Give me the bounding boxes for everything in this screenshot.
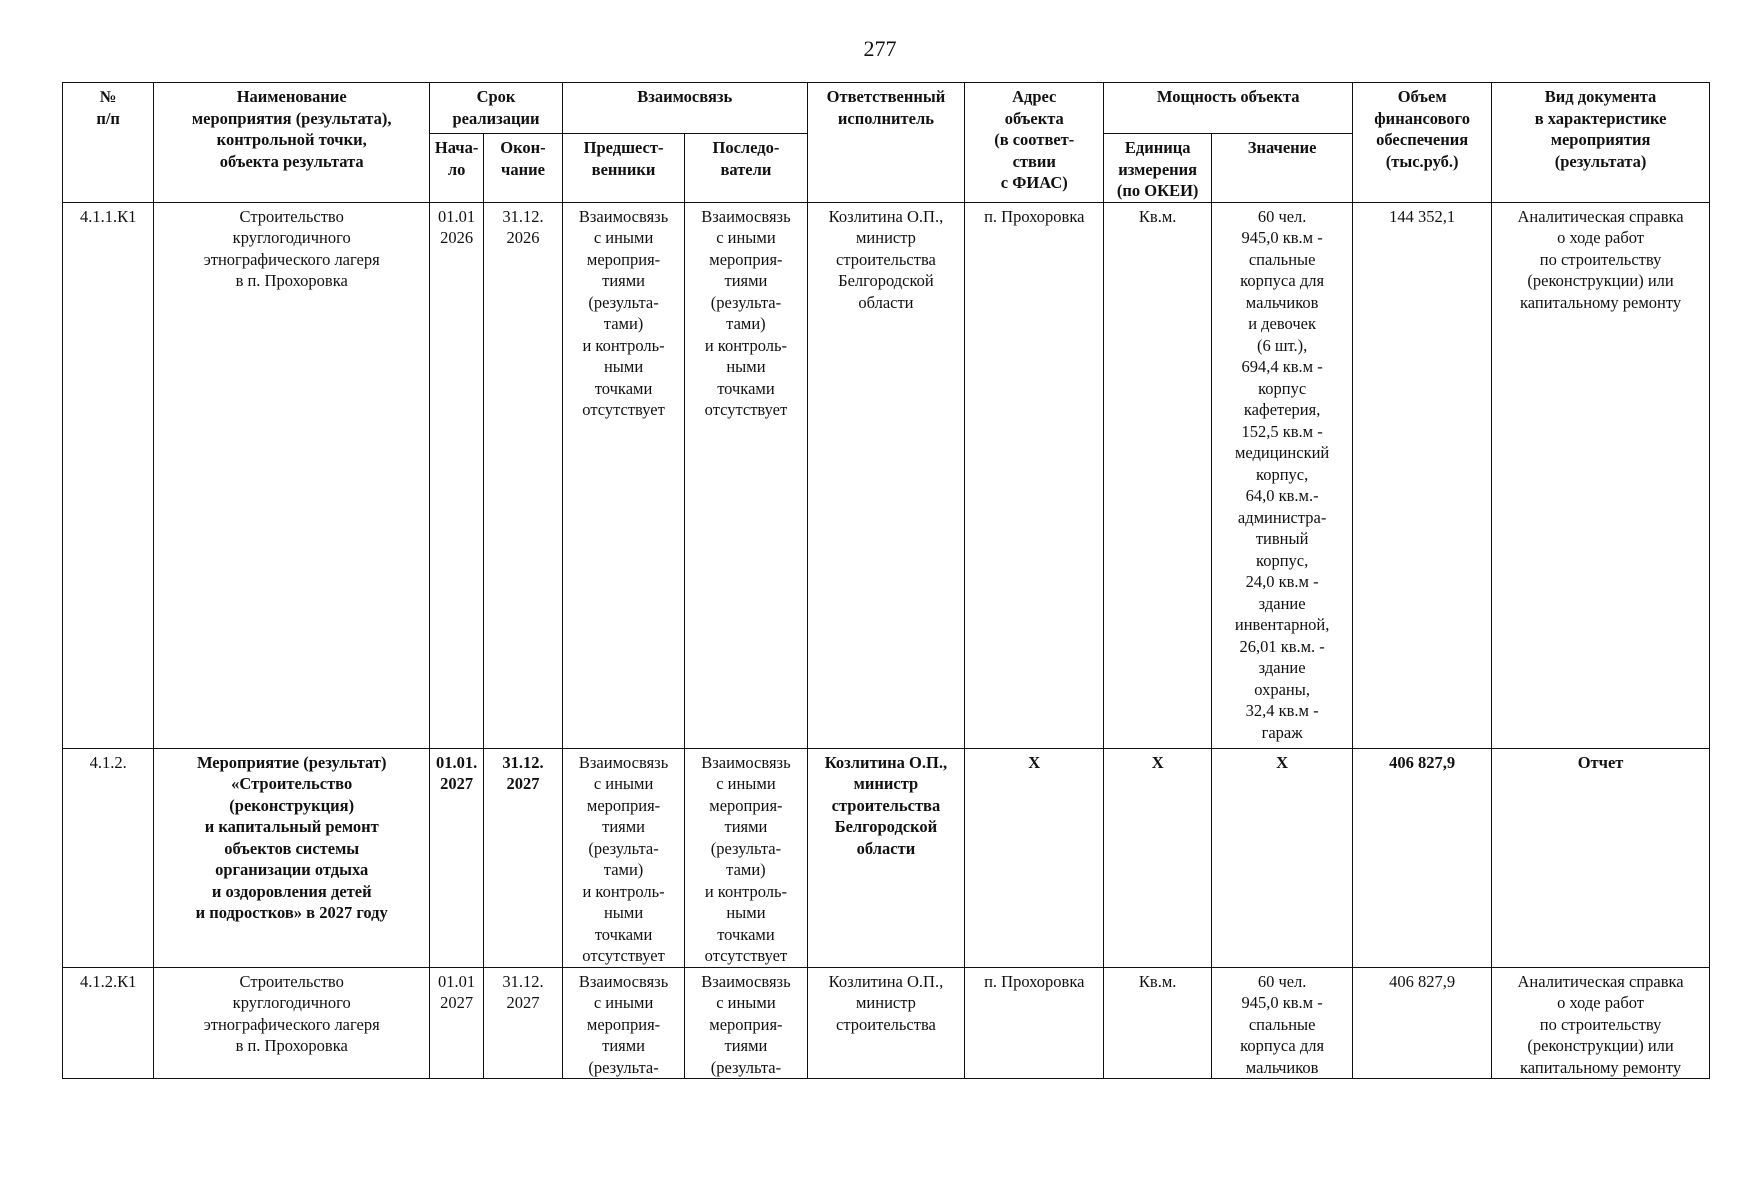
cell-text-line: Козлитина О.П., [828,971,944,991]
cell-text-line: в характеристике [1534,108,1667,128]
cell-text-line: тиями [602,1036,646,1055]
cell-text-line: с иными [716,993,776,1012]
cell-text-line: тиями [724,1036,768,1055]
cell-finance [1353,202,1492,748]
cell-text-line: Взаимосвязь [578,971,669,991]
cell-text-line: здание [1258,593,1306,613]
cell-text-line: объекта [1004,108,1064,128]
header-unit [1104,134,1212,203]
cell-text-line: кафетерия, [1243,400,1321,419]
cell-text-line: реализации [452,108,540,128]
cell-text-line: капитальному ремонту [1520,292,1682,312]
cell-text-line: (реконструкция) [229,795,355,815]
cell-text-line: корпуса для [1240,1036,1325,1055]
cell-text-line: области [856,838,916,858]
cell-text-line: 2026 [440,228,474,247]
cell-document [1492,748,1710,967]
cell-text-line: 406 827,9 [1389,971,1456,991]
cell-next [685,967,807,1079]
cell-document [1492,967,1710,1079]
cell-text-line: ватели [720,159,772,179]
cell-num [63,967,154,1079]
cell-text-line: 2027 [506,993,540,1012]
cell-text-line: (результа- [710,838,782,858]
cell-text-line: 2027 [506,774,540,793]
cell-text-line: тами) [726,860,766,879]
cell-text-line: и контроль- [582,335,665,355]
header-link-prev [562,134,684,203]
header-value [1212,134,1353,203]
cell-address [965,202,1104,748]
cell-text-line: 24,0 кв.м - [1245,572,1319,591]
cell-text-line: п. Прохоровка [984,206,1085,226]
header-responsible [807,83,965,203]
cell-value [1212,202,1353,748]
cell-text-line: по строительству [1539,1014,1662,1034]
cell-text-line: тами) [726,314,766,333]
cell-text-line: и оздоровления детей [211,881,372,901]
cell-text-line: (в соответ- [994,130,1075,149]
cell-text-line: ствии [1012,151,1056,171]
cell-text-line: инвентарной, [1234,615,1330,634]
cell-text-line: 694,4 кв.м - [1241,357,1323,376]
cell-text-line: 01.01. [435,752,478,772]
cell-text-line: объекта результата [219,151,364,171]
cell-text-line: Кв.м. [1138,206,1177,226]
cell-start [430,202,484,748]
cell-text-line: Кв.м. [1138,971,1177,991]
cell-text-line: организации отдыха [215,860,369,879]
cell-text-line: и контроль- [704,881,788,901]
cell-text-line: ными [603,357,644,376]
cell-text-line: (результа- [588,292,659,312]
cell-text-line: мероприя- [586,795,661,815]
cell-text-line: 2027 [440,774,474,793]
cell-text-line: министр [853,774,919,793]
cell-text-line: о ходе работ [1557,228,1644,247]
cell-text-line: тиями [602,817,646,836]
cell-text-line: и подростков» в 2027 году [195,903,388,922]
cell-text-line: министр [855,993,916,1012]
cell-text-line: Отчет [1577,752,1624,772]
cell-text-line: в п. Прохоровка [235,271,348,290]
header-term [430,83,563,134]
cell-text-line: Взаимосвязь [578,752,669,772]
cell-text-line: гараж [1261,722,1303,742]
header-link [562,83,807,134]
cell-prev [562,967,684,1079]
cell-text-line: тами) [603,860,644,879]
cell-text-line: тиями [724,271,768,290]
cell-text-line: 31.12. [502,971,544,991]
cell-prev [562,202,684,748]
header-capacity [1104,83,1353,134]
cell-text-line: 32,4 кв.м - [1245,701,1319,720]
cell-text-line: мероприя- [709,249,783,269]
cell-text-line: (реконструкции) или [1527,271,1674,290]
cell-text-line: финансового [1374,108,1470,128]
cell-text-line: Последо- [712,138,780,157]
cell-text-line: охраны, [1254,679,1310,699]
cell-text-line: Предшест- [583,138,664,157]
cell-name [154,202,430,748]
cell-text-line: и девочек [1248,314,1317,333]
cell-text-line: исполнитель [837,108,934,128]
header-row-top [63,83,1710,134]
cell-text-line: 60 чел. [1257,206,1307,226]
cell-text-line: ло [447,159,466,179]
cell-text-line: о ходе работ [1557,993,1644,1012]
cell-text-line: 4.1.2.К1 [79,971,137,991]
cell-text-line: мероприя- [586,249,661,269]
cell-text-line: Наименование [236,87,347,106]
cell-text-line: и контроль- [704,335,788,355]
cell-text-line: этнографического лагеря [203,249,380,269]
cell-responsible [807,967,965,1079]
cell-text-line: (результа- [710,292,782,312]
cell-text-line: Аналитическая справка [1517,206,1684,226]
cell-text-line: спальные [1248,249,1316,269]
cell-text-line: 4.1.1.К1 [79,206,137,226]
cell-text-line: 31.12. [502,206,544,226]
cell-text-line: Вид документа [1544,87,1657,106]
cell-text-line: и капитальный ремонт [204,817,379,836]
cell-text-line: объектов системы [224,838,360,858]
cell-text-line: мероприя- [709,795,783,815]
cell-text-line: корпус, [1256,464,1309,484]
cell-start [430,748,484,967]
cell-end [484,748,563,967]
cell-text-line: Адрес [1012,87,1057,106]
cell-text-line: 945,0 кв.м - [1241,993,1323,1012]
cell-text-line: Срок [476,87,516,106]
cell-text-line: с ФИАС) [1000,173,1068,192]
cell-document [1492,202,1710,748]
cell-text-line: круглогодичного [232,993,351,1012]
cell-text-line: 01.01 [438,971,476,991]
cell-text-line: отсутствует [582,946,665,965]
cell-text-line: Козлитина О.П., [828,206,944,226]
cell-text-line: мальчиков [1245,292,1319,312]
cell-text-line: 64,0 кв.м.- [1245,486,1319,505]
cell-text-line: Взаимосвязь [578,206,669,226]
cell-text-line: по строительству [1539,249,1662,269]
header-name [154,83,430,203]
cell-num [63,202,154,748]
cell-text-line: мероприя- [709,1014,783,1034]
cell-address [965,748,1104,967]
cell-text-line: 152,5 кв.м - [1241,421,1323,441]
cell-text-line: тиями [724,817,768,836]
cell-text-line: отсутствует [582,400,665,419]
cell-text-line: 945,0 кв.м - [1241,228,1323,247]
cell-text-line: ными [726,357,766,376]
cell-text-line: «Строительство [231,774,353,793]
cell-text-line: строительства [836,249,936,269]
cell-text-line: контрольной точки, [216,130,367,149]
cell-text-line: 31.12. [502,752,544,772]
cell-text-line: п/п [96,108,120,128]
cell-text-line: № [99,87,117,106]
table-row [63,967,1710,1079]
cell-text-line: круглогодичного [232,228,351,247]
header-finance [1353,83,1492,203]
cell-text-line: администра- [1237,507,1327,527]
cell-text-line: спальные [1248,1014,1316,1034]
cell-address [965,967,1104,1079]
cell-next [685,748,807,967]
cell-text-line: 144 352,1 [1389,206,1456,226]
cell-unit [1104,967,1212,1079]
cell-start [430,967,484,1079]
cell-value [1212,967,1353,1079]
cell-unit [1104,202,1212,748]
table-row [63,202,1710,748]
cell-text-line: 01.01 [438,206,476,226]
cell-text-line: точками [594,378,653,398]
cell-text-line: (результата) [1554,151,1647,171]
cell-text-line: здание [1258,658,1306,677]
cell-responsible [807,202,965,748]
cell-text-line: с иными [716,228,776,247]
header-term-start [430,134,484,203]
cell-text-line: ными [603,903,644,922]
cell-text-line: точками [717,924,775,944]
cell-text-line: мероприя- [586,1014,661,1034]
cell-text-line: Мощность объекта [1156,87,1300,106]
cell-text-line: (результа- [710,1057,782,1077]
cell-text-line: Взаимосвязь [637,87,733,106]
cell-text-line: (тыс.руб.) [1385,151,1459,171]
cell-text-line: Нача- [434,138,479,157]
cell-text-line: области [858,292,914,312]
cell-text-line: точками [717,378,775,398]
cell-unit [1104,748,1212,967]
cell-finance [1353,967,1492,1079]
cell-responsible [807,748,965,967]
cell-text-line: Значение [1247,138,1317,157]
cell-end [484,967,563,1079]
cell-text-line: в п. Прохоровка [235,1036,348,1055]
cell-text-line: Строительство [239,206,344,226]
cell-text-line: Козлитина О.П., [824,752,948,772]
cell-text-line: с иными [593,228,654,247]
cell-text-line: с иными [593,993,654,1012]
cell-text-line: (6 шт.), [1256,335,1308,355]
cell-text-line: мероприятия [1550,130,1651,149]
cell-finance [1353,748,1492,967]
cell-text-line: отсутствует [704,400,788,419]
header-address [965,83,1104,203]
cell-text-line: Х [1276,752,1289,772]
cell-name [154,748,430,967]
cell-text-line: Ответственный [826,87,946,106]
cell-text-line: Мероприятие (результат) [196,752,387,772]
cell-text-line: 406 827,9 [1389,752,1456,772]
cell-text-line: Х [1151,752,1164,772]
cell-text-line: медицинский [1234,443,1330,462]
cell-text-line: с иными [716,774,776,793]
cell-text-line: чание [501,159,545,179]
cell-text-line: корпус [1258,378,1307,398]
cell-text-line: и контроль- [582,881,665,901]
cell-name [154,967,430,1079]
cell-text-line: 4.1.2. [89,752,127,772]
header-num [63,83,154,203]
cell-text-line: Окон- [500,138,546,157]
cell-text-line: этнографического лагеря [203,1014,380,1034]
cell-text-line: Взаимосвязь [701,971,791,991]
cell-text-line: (реконструкции) или [1527,1036,1674,1055]
cell-prev [562,748,684,967]
cell-end [484,202,563,748]
cell-text-line: Единица [1124,138,1191,157]
cell-text-line: Белгородской [838,271,934,290]
header-term-end [484,134,563,203]
cell-text-line: 26,01 кв.м. - [1239,636,1325,656]
cell-text-line: корпуса для [1240,271,1325,290]
cell-text-line: Х [1028,752,1041,772]
cell-text-line: Взаимосвязь [701,206,791,226]
events-table [62,82,1710,1079]
cell-value [1212,748,1353,967]
cell-text-line: венники [591,159,656,179]
cell-text-line: тивный [1255,529,1309,548]
cell-text-line: тиями [602,271,646,290]
cell-text-line: строительства [836,1014,936,1034]
cell-text-line: (результа- [588,1057,659,1077]
cell-text-line: мероприятия (результата), [191,108,392,128]
cell-text-line: министр [855,228,916,247]
cell-text-line: корпус, [1256,550,1309,570]
cell-text-line: мальчиков [1245,1057,1319,1077]
cell-text-line: с иными [593,774,654,793]
cell-text-line: строительства [831,795,941,815]
cell-text-line: п. Прохоровка [984,971,1085,991]
cell-text-line: Аналитическая справка [1517,971,1684,991]
cell-num [63,748,154,967]
cell-text-line: измерения [1118,159,1198,179]
cell-text-line: 2026 [506,228,540,247]
cell-text-line: отсутствует [704,946,788,965]
page-number: 277 [863,36,897,61]
cell-text-line: Белгородской [834,817,938,836]
header-document [1492,83,1710,203]
cell-text-line: тами) [603,314,644,333]
table-row [63,748,1710,967]
cell-text-line: точками [594,924,653,944]
cell-text-line: Объем [1397,87,1447,106]
cell-text-line: Строительство [239,971,344,991]
cell-text-line: (по ОКЕИ) [1116,181,1199,200]
cell-text-line: ными [726,903,766,922]
cell-text-line: (результа- [588,838,659,858]
cell-text-line: 2027 [440,993,474,1012]
cell-next [685,202,807,748]
header-link-next [685,134,807,203]
cell-text-line: Взаимосвязь [701,752,791,772]
cell-text-line: обеспечения [1376,130,1469,149]
cell-text-line: капитальному ремонту [1520,1057,1682,1077]
cell-text-line: 60 чел. [1257,971,1307,991]
